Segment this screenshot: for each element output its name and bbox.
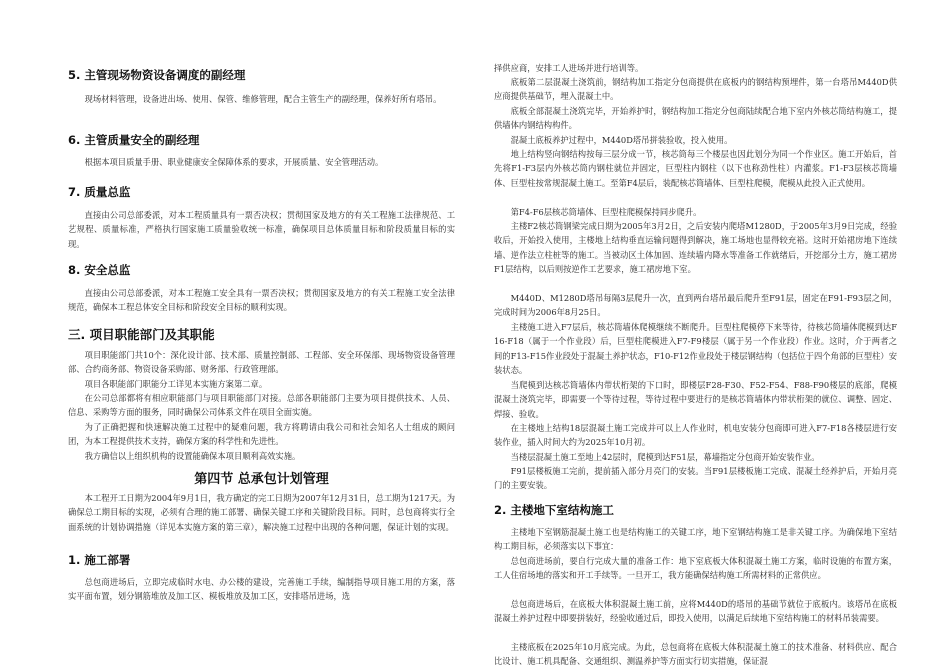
section-8-paragraph: 直接由公司总部委派，对本工程施工安全具有一票否决权；贯彻国家及地方的有关工程施工安全法律规范，确保本工程总体安全目标和阶段安全目标的顺利实现。 — [68, 288, 455, 313]
section-4-heading: 第四节 总承包计划管理 — [194, 472, 329, 487]
right-paragraph-11: 在主楼地上结构18层混凝土施工完成并可以上人作业时，机电安装分包商即可进入F7-F18各楼层进行安装作业，插入时间大约为2025年10月初。 — [494, 423, 897, 448]
right-paragraph-12: 当楼层混凝土施工至地上42层时，爬模到达F51层，幕墙指定分包商开始安装作业。 — [510, 452, 820, 462]
section-5-paragraph: 现场材料管理，设备进出场、使用、保管、维修管理，配合主管生产的副经理，保养好所有塔吊。 — [84, 94, 442, 104]
right-paragraph-7: 主楼F2核芯筒钢梁完成日期为2005年3月2日，之后安装内爬塔M1280D，于2005年3月9日完成，经验收后，开始投入使用，主楼地上结构垂直运输问题得到解决，施工场地也显得较充裕。这时开始裙房地下连续墙、逆作法立柱桩等的施工。当被动区土体加固、连续墙内降水等准备工作就绪后，开挖部分土方，施工裙房F1层结构，以后则按逆作工艺要求，施工裙房地下室。 — [494, 221, 897, 275]
right-paragraph-3: 底板全部混凝土浇筑完毕，开始养护时，钢结构加工指定分包商陆续配合地下室内外核芯筒结构施工，提供墙体内钢结构构件。 — [494, 106, 897, 131]
right-paragraph-9: 主楼施工进入F7层后，核芯筒墙体爬模继续不断爬升。巨型柱爬模停下来等待，待核芯筒墙体爬模到达F16-F18（属于一个作业段）后，巨型柱爬模进入F7-F9楼层（属于另一个作业段）作业。这时，介于两者之间的F13-F15作业段处于混凝土养护状态，F10-F12作业段处于楼层钢结构（包括位于四个角部的巨型柱）安装状态。 — [494, 322, 897, 376]
section-4-paragraph: 本工程开工日期为2004年9月1日，我方确定的完工日期为2007年12月31日，总工期为1217天。为确保总工期目标的实现，必须有合理的施工部署、确保关键工序和关键阶段目标。同时，总包商将实行全面系统的计划协调措施（详见本实施方案的第三章），解决施工过程中出现的各种问题，保证计划的实现。 — [68, 493, 455, 532]
subsection-2-title: 2. 主楼地下室结构施工 — [494, 503, 614, 517]
subsection-1-title: 1. 施工部署 — [68, 553, 131, 567]
chapter-3-paragraph-1: 项目职能部门共10个：深化设计部、技术部、质量控制部、工程部、安全环保部、现场物资设备管理部、合约商务部、物资设备采购部、财务部、行政管理部。 — [68, 350, 455, 375]
section-6-paragraph: 根据本项目质量手册、职业健康安全保障体系的要求，开展质量、安全管理活动。 — [84, 157, 384, 167]
right-paragraph-1: 择供应商，安排工人进场并进行培训等。 — [494, 63, 644, 73]
right-paragraph-4: 混凝土底板养护过程中，M440D塔吊拼装验收，投入使用。 — [510, 135, 733, 145]
right-paragraph-13: F91层楼板施工完前，提前插入部分月亮门的安装。当F91层楼板施工完成、混凝土经养护后，开始月亮门的主要安装。 — [494, 466, 897, 491]
right-paragraph-6: 第F4-F6层核芯筒墙体、巨型柱爬模保持同步爬升。 — [510, 207, 702, 217]
subsection-1-paragraph: 总包商进场后，立即完成临时水电、办公楼的建设，完善施工手续，编制指导项目施工用的方案，落实平面布置，划分钢筋堆放及加工区、模板堆放及加工区，安排塔吊进场，选 — [68, 577, 455, 602]
chapter-3-paragraph-3: 在公司总部都将有相应职能部门与项目职能部门对接。总部各职能部门主要为项目提供技术、人员、信息、采购等方面的服务，同时确保公司体系文件在项目全面实施。 — [68, 393, 455, 418]
right-paragraph-17: 主楼底板在2025年10月底完成。为此，总包商将在底板大体积混凝土施工的技术准备、材料供应、配合比设计、施工机具配备、交通组织、测温养护等方面实行切实措施，保证混 — [494, 642, 897, 667]
right-paragraph-16: 总包商进场后，在底板大体积混凝土施工前，应将M440D的塔吊的基础节就位于底板内。该塔吊在底板混凝土养护过程中即要拼装好，经验收通过后，即投入使用，以满足后续地下室结构施工的材料吊装需要。 — [494, 599, 897, 624]
right-paragraph-10: 当爬模到达核芯筒墙体内带状桁架的下口时，即楼层F28-F30、F52-F54、F88-F90楼层的底部，爬模混凝土浇筑完毕，即需要一个等待过程，等待过程中要进行的是核芯筒墙体内带状桁架的就位、调整、固定、焊接、验收。 — [494, 380, 897, 419]
section-5-title: 5. 主管现场物资设备调度的副经理 — [68, 68, 246, 82]
right-paragraph-8: M440D、M1280D塔吊每隔3层爬升一次，直到两台塔吊最后爬升至F91层，固定在F91-F93层之间，完成时间为2006年8月25日。 — [494, 293, 897, 318]
right-paragraph-5: 地上结构竖向钢结构按每三层分成一节，核芯筒每三个楼层也因此划分为同一个作业区。施工开始后，首先将F1-F3层内外核芯筒内钢柱就位并固定，巨型柱内钢柱（以下也称劲性柱）内灌浆。F1-F3层核芯筒墙体、巨型柱按常规混凝土施工。至第F4层后，装配核芯筒墙体、巨型柱爬模，爬模从此投入正式使用。 — [494, 149, 897, 188]
right-paragraph-14: 主楼地下室钢筋混凝土施工也是结构施工的关键工序，地下室钢结构施工是非关键工序。为确保地下室结构工期目标，必须落实以下事宜： — [494, 527, 897, 552]
chapter-3-title: 三. 项目职能部门及其职能 — [68, 327, 215, 342]
right-paragraph-2: 底板第二层混凝土浇筑前，钢结构加工指定分包商提供在底板内的钢结构预埋件，第一台塔吊M440D供应商提供基础节，埋入混凝土中。 — [494, 77, 897, 102]
chapter-3-paragraph-5: 我方确信以上组织机构的设置能确保本项目顺利高效实施。 — [84, 451, 301, 461]
chapter-3-paragraph-2: 项目各职能部门职能分工详见本实施方案第二章。 — [84, 379, 268, 389]
section-8-title: 8. 安全总监 — [68, 263, 131, 277]
right-paragraph-15: 总包商进场前，要自行完成大量的准备工作：地下室底板大体积混凝土施工方案，临时设施的布置方案，工人住宿场地的落实和开工手续等。一旦开工，我方能确保结构施工所需材料的正常供应。 — [494, 556, 897, 581]
section-7-paragraph: 直接由公司总部委派，对本工程质量具有一票否决权；贯彻国家及地方的有关工程施工法律规范、工艺规程、质量标准，严格执行国家施工质量验收统一标准，确保项目总体质量目标和阶段质量目标的实现。 — [68, 210, 455, 249]
chapter-3-paragraph-4: 为了正确把握和快速解决施工过程中的疑难问题，我方将聘请由我公司和社会知名人士组成的顾问团，为本工程提供技术支持，确保方案的科学性和先进性。 — [68, 422, 455, 447]
section-7-title: 7. 质量总监 — [68, 185, 131, 199]
section-6-title: 6. 主管质量安全的副经理 — [68, 133, 200, 147]
